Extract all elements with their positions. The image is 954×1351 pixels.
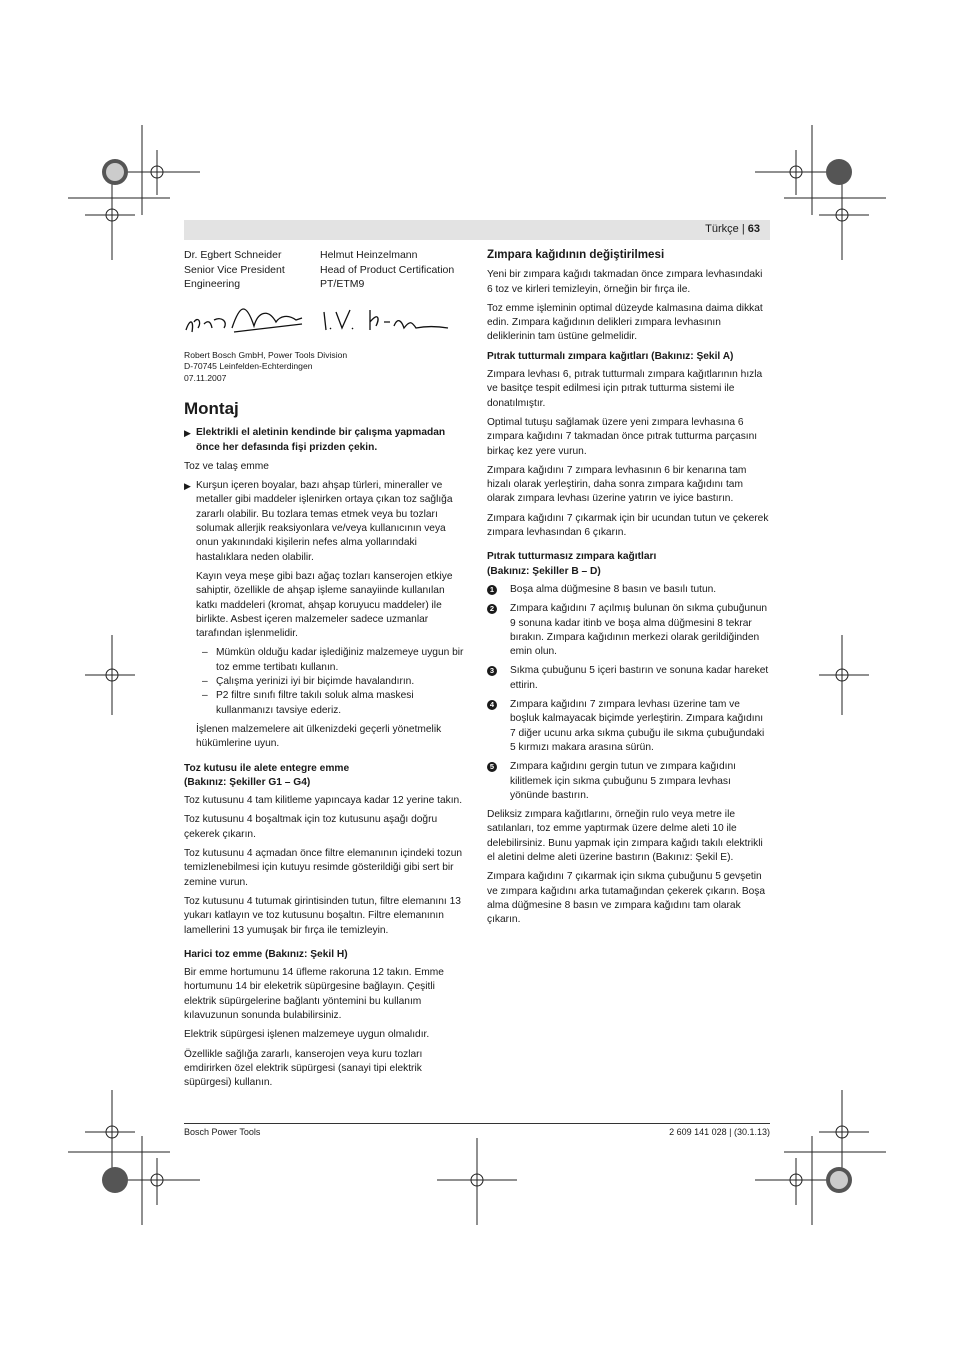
page-number: Türkçe | 63 [705,223,760,235]
page-header [184,220,770,240]
paragraph: Zımpara levhası 6, pıtrak tutturmalı zımpara kağıtlarının hızla ve basitçe tespit edilmesi için pıtrak tutturma sistemi ile donatılmıştır. [487,369,763,409]
sig2-name: Helmut Heinzelmann [320,249,418,261]
footer-brand: Bosch Power Tools [184,1127,261,1137]
dash-item: – P2 filtre sınıfı filtre takılı soluk alma maskesi kullanmanızı tavsiye ederiz. [202,690,414,716]
right-column [487,248,770,932]
signature-image [184,298,464,342]
paragraph: Yeni bir zımpara kağıdı takmadan önce zımpara levhasındaki 6 toz ve kirleri temizleyin, örneğin bir fırça ile. [487,269,763,295]
step-item: 4 Zımpara kağıdını 7 zımpara levhası üzerine tam ve boşluk kalmayacak biçimde yerleştirin. Zımpara kağıdını 7 diğer ucunu arka sıkma çubuğu ile sıkma çubuğundaki 5 kırmızı makara arasına sürün. [487,698,770,755]
warning-unplug: ▶ Elektrikli el aletinin kendinde bir çalışma yapmadan önce her defasında fişi prizden çekin. [184,426,466,455]
step-item: 3 Sıkma çubuğunu 5 içeri bastırın ve sonuna kadar hareket ettirin. [487,664,770,693]
sig1-dept: Engineering [184,278,241,290]
footer-docnum: 2 609 141 028 | (30.1.13) [669,1127,770,1137]
dash-item: – Çalışma yerinizi iyi bir biçimde havalandırın. [202,676,415,688]
paragraph: Deliksiz zımpara kağıtlarını, örneğin rulo veya metre ile satılanları, toz emme yaptırmak üzere delme aleti 10 ile delebilirsiniz. Bunu yapmak için zımpara kağıdı takılı elektrikli el aletini delme aleti üzerine bastırın (Bakınız: Şekil E). [487,809,763,863]
non-velcro-heading: Pıtrak tutturmasız zımpara kağıtları (Bakınız: Şekiller B – D) [487,551,657,577]
warning-dust: ▶ Kurşun içeren boyalar, bazı ahşap türleri, mineraller ve metaller gibi maddeler işlenirken ortaya çıkan toz sağlığa zararlı olabilir. Bu tozlara temas etmek veya bu tozları solumak allerjik reaksiyonlara ve/veya kullanıcının veya onun yakınındaki kişilerin nefes alma yollarındaki hastalıklara neden olabilir. [184,479,466,565]
paragraph: Elektrik süpürgesi işlenen malzemeye uygun olmalıdır. [184,1029,430,1041]
company-info: Robert Bosch GmbH, Power Tools Division D-70745 Leinfelden-Echterdingen 07.11.2007 [184,349,348,383]
paragraph: Bir emme hortumunu 14 üfleme rakoruna 12 takın. Emme hortumunu 14 bir eleketrik süpürgesine bağlayın. Çeşitli elektrik süpürgelerine bağlantı yöntemini bu kullanım kılavuzunun sonunda bulabilirsiniz. [184,967,444,1021]
footer-rule [184,1123,770,1124]
step-item: 1 Boşa alma düğmesine 8 basın ve basılı tutun. [487,583,770,597]
paragraph: Toz kutusunu 4 açmadan önce filtre elemanının içindeki tozun temizlenebilmesi için kutuyu resimde gösterildiği gibi sert bir zemine vurun. [184,848,463,888]
section-title-sanding-sheet: Zımpara kağıdının değiştirilmesi [487,248,665,261]
velcro-heading: Pıtrak tutturmalı zımpara kağıtları (Bakınız: Şekil A) [487,350,734,362]
arrow-bullet-icon: ▶ [184,481,191,492]
sig2-title: Head of Product Certification [320,263,455,276]
arrow-bullet-icon: ▶ [184,428,191,439]
paragraph: Toz emme işleminin optimal düzeyde kalmasına daima dikkat edin. Zımpara kağıdının delikleri zımpara levhasının deliklerinin tam üstüne gelmelidir. [487,302,763,343]
dust-heading: Toz ve talaş emme [184,460,269,472]
paragraph: Toz kutusunu 4 tutumak girintisinden tutun, filtre elemanını 13 yukarı katlayın ve toz kutusunu boşaltın. Filtre elemanının lamellerini 13 yumuşak bir fırça ile temizleyin. [184,895,461,936]
box-heading: Toz kutusu ile alete entegre emme (Bakınız: Şekiller G1 – G4) [184,762,350,788]
sig2-dept: PT/ETM9 [320,278,365,290]
paragraph: Zımpara kağıdını 7 çıkarmak için bir ucundan tutun ve çekerek zımpara levhasından 6 çıkarın. [487,512,769,539]
paragraph: Optimal tutuşu sağlamak üzere yeni zımpara levhasına 6 zımpara kağıdını 7 takmadan önce pıtrak tutturma parçasını birkaç kez yere vurun. [487,416,758,457]
handwritten-signatures [184,298,466,342]
step-item: 2 Zımpara kağıdını 7 açılmış bulunan ön sıkma çubuğunun 9 sonuna kadar itinb ve boşa alma düğmesini 8 tekrar bırakın. Zımpara kağıdının merkezi olarak gerildiğinden emin olun. [487,602,770,659]
step-item: 5 Zımpara kağıdını gergin tutun ve zımpara kağıdını kilitlemek için sıkma çubuğunu 5 zımpara levhası yönünde bastırın. [487,760,770,803]
dash-item: – Mümkün olduğu kadar işlediğiniz malzemeye uygun bir toz emme tertibatı kullanın. [202,647,464,673]
paragraph: Toz kutusunu 4 boşaltmak için toz kutusunu aşağı doğru çekerek çıkarın. [184,814,438,840]
warning-dust-cont: Kayın veya meşe gibi bazı ağaç tozları kanserojen etkiye sahiptir, özellikle de ahşap işleme sanayiinde kullanılan katkı maddeleri (kromat, ahşap koruyucu maddeler) ile birlikte. Asbest içeren malzemeler sadece uzmanlar tarafından işlenmelidir. [196,570,453,640]
sig1-title: Senior Vice President [184,263,285,276]
regulations-note: İşlenen malzemelere ait ülkenizdeki geçerli yönetmelik hükümlerine uyun. [196,723,442,750]
signatory-names [184,248,466,292]
paragraph: Zımpara kağıdını 7 zımpara levhasının 6 bir kenarına tam hizalı olarak yerleştirin, daha sonra zımpara kağıdını tam olarak zımpara levhası üzerine yatırın ve iyice bastırın. [487,464,747,505]
left-column [184,248,466,1095]
external-extraction-heading: Harici toz emme (Bakınız: Şekil H) [184,948,348,960]
paragraph: Toz kutusunu 4 tam kilitleme yapıncaya kadar 12 yerine takın. [184,795,463,807]
section-title-montaj: Montaj [184,399,239,418]
paragraph: Özellikle sağlığa zararlı, kanserojen veya kuru tozları emdirirken özel elektrik süpürgesi (sanayi tipi elektrik süpürgesi) kullanın. [184,1048,423,1089]
sig1-name: Dr. Egbert Schneider [184,249,282,261]
paragraph: Zımpara kağıdını 7 çıkarmak için sıkma çubuğunu 5 gevşetin ve zımpara kağıdını arka tutamağından çekerek çıkarın. Boşa alma düğmesine 8 basın ve zımpara kağıdını tam olarak çıkarın. [487,871,766,926]
